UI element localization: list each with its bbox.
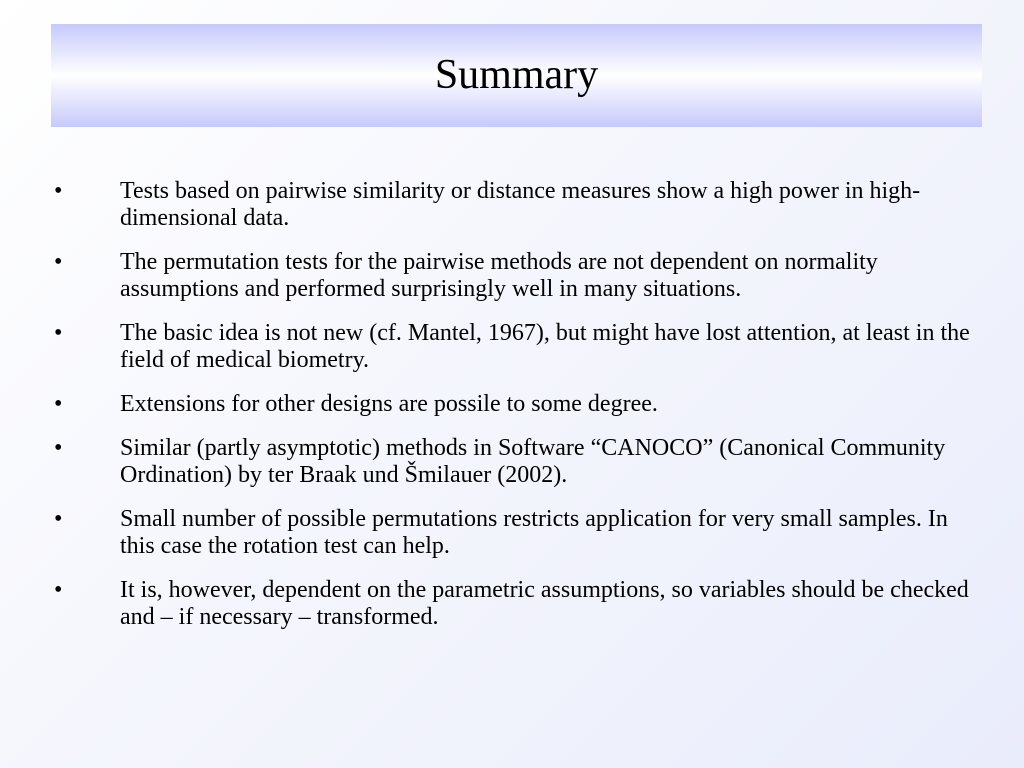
bullet-text: The permutation tests for the pairwise methods are not dependent on normality assumptions and performed surprisingly well in many situations. [120, 249, 878, 302]
bullet-text: It is, however, dependent on the parametric assumptions, so variables should be checked and – if necessary – transformed. [120, 577, 969, 630]
bullet-item [52, 391, 982, 418]
bullet-item [52, 178, 982, 232]
slide-title: Summary [434, 51, 599, 98]
bullet-icon: • [54, 506, 63, 532]
bullet-text: Small number of possible permutations restricts application for very small samples. In this case the rotation test can help. [120, 506, 948, 559]
title-banner [51, 24, 982, 127]
bullet-icon: • [54, 320, 63, 346]
bullet-icon: • [54, 391, 63, 417]
bullet-icon: • [54, 249, 63, 275]
bullet-item [52, 577, 982, 631]
bullet-text: Similar (partly asymptotic) methods in Software “CANOCO” (Canonical Community Ordination) by ter Braak und Šmilauer (2002). [120, 435, 946, 488]
bullet-text: The basic idea is not new (cf. Mantel, 1967), but might have lost attention, at least in the field of medical biometry. [120, 320, 970, 373]
bullet-item [52, 320, 982, 374]
bullet-text: Tests based on pairwise similarity or distance measures show a high power in high-dimensional data. [120, 178, 921, 231]
bullet-icon: • [54, 577, 63, 603]
bullet-item [52, 435, 982, 489]
bullet-icon: • [54, 178, 63, 204]
bullet-icon: • [54, 435, 63, 461]
bullet-list [52, 178, 982, 648]
bullet-item [52, 506, 982, 560]
bullet-text: Extensions for other designs are possile to some degree. [120, 391, 658, 417]
bullet-item [52, 249, 982, 303]
